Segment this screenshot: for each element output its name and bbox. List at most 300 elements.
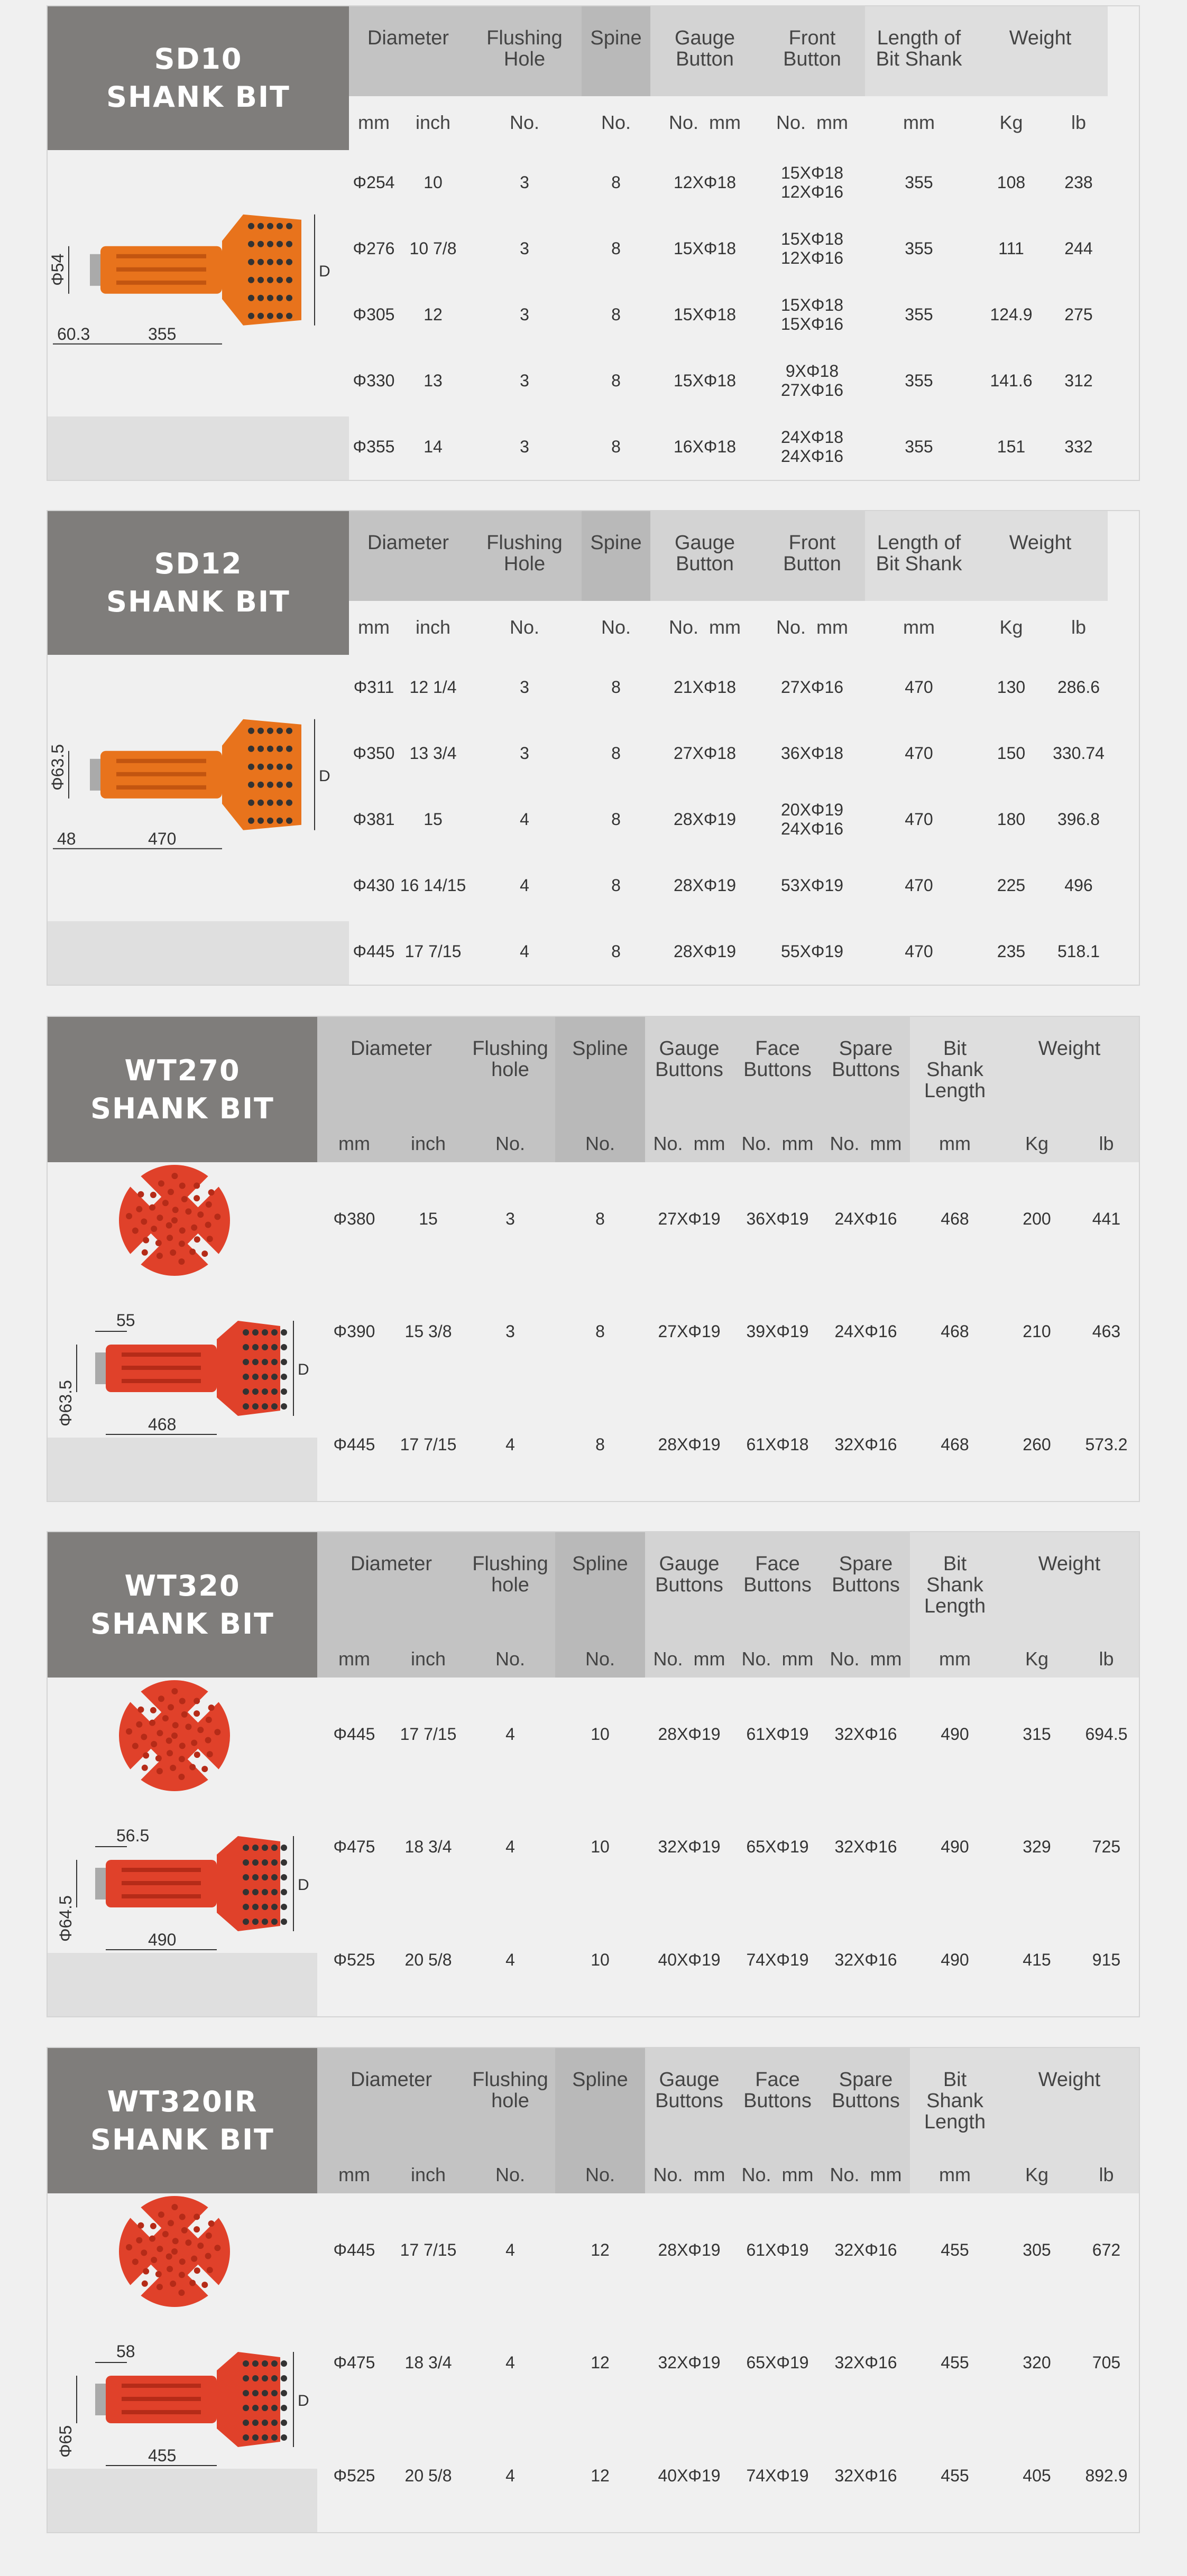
carbide-button bbox=[243, 1359, 249, 1365]
table-row bbox=[349, 853, 1139, 919]
table-cell bbox=[1050, 281, 1108, 347]
cell-value: 694.5 bbox=[1085, 1724, 1128, 1744]
carbide-button bbox=[286, 746, 292, 752]
table-cell bbox=[391, 1162, 465, 1275]
column-header-text: Bit Shank Length bbox=[924, 2069, 986, 2133]
left-footer-band bbox=[48, 1953, 317, 2016]
table-cell bbox=[910, 1388, 1000, 1501]
carbide-button bbox=[136, 2237, 142, 2244]
cell-value: 17 7/15 bbox=[404, 942, 462, 961]
cell-value: 32XΦ16 bbox=[834, 2240, 897, 2259]
section-sd12 bbox=[47, 510, 1140, 986]
carbide-button bbox=[208, 2220, 215, 2227]
column-header-text: Diameter bbox=[367, 532, 449, 554]
carbide-button bbox=[277, 746, 283, 752]
carbide-button bbox=[137, 1191, 144, 1198]
spline-groove bbox=[122, 1379, 201, 1383]
product-image-area bbox=[48, 655, 349, 921]
carbide-button bbox=[267, 223, 273, 229]
table-cell bbox=[1050, 654, 1108, 720]
column-header-label bbox=[650, 532, 759, 574]
carbide-button bbox=[257, 800, 264, 806]
dimension-diameter-label: Φ64.5 bbox=[56, 1895, 75, 1942]
cell-value: 150 bbox=[997, 743, 1026, 763]
carbide-button bbox=[262, 2390, 268, 2396]
column-header-text: Diameter bbox=[350, 2069, 433, 2091]
carbide-button bbox=[262, 1904, 268, 1910]
cell-value: 9XΦ18 bbox=[785, 362, 839, 381]
carbide-button bbox=[262, 1889, 268, 1895]
cell-value: Φ430 bbox=[353, 876, 395, 895]
carbide-button bbox=[271, 1919, 278, 1925]
carbide-button bbox=[157, 1253, 163, 1259]
table-cell bbox=[822, 1275, 910, 1388]
cell-value: 28XΦ19 bbox=[673, 809, 737, 829]
column-subheader bbox=[733, 1125, 822, 1162]
cell-value: 470 bbox=[905, 809, 933, 829]
carbide-button bbox=[257, 259, 264, 265]
carbide-button bbox=[243, 1374, 249, 1380]
dimension-tip-label: 58 bbox=[116, 2342, 135, 2361]
spline-groove bbox=[116, 785, 206, 790]
table-cell bbox=[865, 720, 973, 786]
table-cell bbox=[1000, 1791, 1074, 1904]
cell-value: 3 bbox=[520, 371, 529, 391]
dimension-d-label: D bbox=[298, 1361, 309, 1378]
carbide-button bbox=[126, 1213, 132, 1219]
cell-value: 4 bbox=[505, 1837, 515, 1857]
column-subheader bbox=[1074, 2156, 1139, 2193]
column-subheader-text: No. mm bbox=[741, 2164, 814, 2185]
table-cell bbox=[1050, 414, 1108, 480]
table-cell bbox=[910, 1162, 1000, 1275]
bit-drawing bbox=[48, 1678, 317, 1953]
carbide-button bbox=[243, 2375, 249, 2382]
dimension-shank-label: 455 bbox=[148, 2446, 177, 2465]
table-cell bbox=[391, 1678, 465, 1791]
spline-groove bbox=[116, 254, 206, 258]
cell-value: 496 bbox=[1064, 876, 1093, 895]
table-cell bbox=[733, 1791, 822, 1904]
column-header-text: Gauge Buttons bbox=[655, 1553, 723, 1596]
carbide-button bbox=[141, 2249, 147, 2256]
table-row bbox=[349, 720, 1139, 786]
table-cell bbox=[973, 654, 1050, 720]
column-header-label bbox=[565, 2069, 636, 2090]
cell-value: Φ390 bbox=[333, 1322, 375, 1341]
column-header-label bbox=[360, 532, 456, 553]
carbide-button bbox=[194, 2213, 200, 2220]
cell-value: 10 bbox=[591, 1724, 610, 1744]
cell-value: 8 bbox=[595, 1322, 605, 1341]
column-subheader-text: lb bbox=[1099, 1133, 1114, 1154]
carbide-button bbox=[197, 2243, 204, 2249]
table-cell bbox=[865, 149, 973, 215]
column-subheader bbox=[733, 1641, 822, 1678]
table-cell bbox=[973, 215, 1050, 281]
column-subheader-text: mm bbox=[939, 1133, 971, 1154]
cell-value: Φ525 bbox=[333, 2466, 375, 2486]
carbide-button bbox=[281, 2390, 287, 2396]
section-left-panel bbox=[48, 1017, 317, 1501]
spec-table bbox=[317, 2048, 1139, 2532]
table-cell bbox=[399, 281, 467, 347]
carbide-button bbox=[248, 277, 254, 283]
column-header bbox=[973, 6, 1108, 96]
cell-value: 15XΦ18 bbox=[673, 238, 737, 258]
column-header-label bbox=[822, 1038, 910, 1080]
cell-value: 355 bbox=[905, 371, 933, 391]
column-subheader-text: No. mm bbox=[653, 1133, 725, 1154]
bit-head bbox=[222, 719, 301, 830]
table-row bbox=[349, 654, 1139, 720]
bit-head bbox=[217, 2352, 280, 2447]
cell-value: Φ475 bbox=[333, 1837, 375, 1857]
carbide-button bbox=[267, 764, 273, 770]
carbide-button bbox=[194, 1752, 200, 1758]
cell-value: 10 7/8 bbox=[409, 238, 457, 258]
column-header-label bbox=[1002, 27, 1079, 49]
table-row bbox=[317, 2419, 1139, 2532]
carbide-button bbox=[281, 1889, 287, 1895]
table-cell bbox=[391, 2419, 465, 2532]
carbide-button bbox=[137, 1707, 144, 1713]
carbide-button bbox=[257, 728, 264, 734]
column-subheader-text: Kg bbox=[1025, 1133, 1049, 1154]
carbide-button bbox=[248, 764, 254, 770]
carbide-button bbox=[252, 1845, 259, 1851]
table-cell bbox=[317, 1388, 391, 1501]
carbide-button bbox=[252, 2434, 259, 2441]
cell-value: 8 bbox=[611, 677, 621, 697]
table-cell bbox=[1050, 720, 1108, 786]
cell-value: 74XΦ19 bbox=[746, 2466, 809, 2486]
table-cell bbox=[759, 720, 865, 786]
cell-value: 32XΦ19 bbox=[658, 2353, 721, 2373]
column-header-label bbox=[583, 27, 649, 49]
cell-value: 305 bbox=[1023, 2240, 1051, 2259]
bit-head bbox=[217, 1836, 280, 1931]
carbide-button bbox=[267, 728, 273, 734]
carbide-button bbox=[206, 1201, 212, 1208]
column-subheader bbox=[822, 1641, 910, 1678]
cell-value: 312 bbox=[1064, 371, 1093, 391]
column-subheader bbox=[391, 1125, 465, 1162]
carbide-button bbox=[248, 782, 254, 788]
cell-value: Φ445 bbox=[353, 942, 395, 961]
column-subheader-text: inch bbox=[410, 2164, 446, 2185]
carbide-button bbox=[262, 2360, 268, 2367]
table-cell bbox=[910, 2419, 1000, 2532]
table-cell bbox=[650, 720, 759, 786]
table-cell bbox=[650, 215, 759, 281]
carbide-button bbox=[205, 1222, 211, 1228]
table-cell bbox=[582, 149, 650, 215]
carbide-button bbox=[277, 800, 283, 806]
table-cell bbox=[555, 1162, 645, 1275]
cell-value: 455 bbox=[941, 2466, 969, 2486]
spline-groove bbox=[122, 1894, 201, 1898]
table-cell bbox=[391, 1275, 465, 1388]
column-subheader-text: No. mm bbox=[830, 2164, 902, 2185]
column-header bbox=[467, 511, 582, 601]
carbide-button bbox=[243, 1859, 249, 1866]
cell-value: 28XΦ19 bbox=[658, 2240, 721, 2259]
column-header-label bbox=[465, 2069, 556, 2111]
table-row bbox=[317, 1162, 1139, 1275]
carbide-button bbox=[201, 1766, 208, 1772]
carbide-button bbox=[271, 1904, 278, 1910]
carbide-button bbox=[179, 1698, 186, 1704]
carbide-button bbox=[170, 2281, 176, 2287]
cell-value: 455 bbox=[941, 2240, 969, 2259]
cell-value: Φ381 bbox=[353, 809, 395, 829]
cell-value: 330.74 bbox=[1053, 743, 1105, 763]
product-type: SHANK BIT bbox=[106, 80, 290, 114]
dimension-diameter-label: Φ54 bbox=[48, 253, 67, 286]
carbide-button bbox=[286, 800, 292, 806]
carbide-button bbox=[267, 746, 273, 752]
column-header bbox=[582, 6, 650, 96]
cell-value: 141.6 bbox=[990, 371, 1033, 391]
table-row bbox=[349, 149, 1139, 215]
column-header-label bbox=[565, 1038, 636, 1059]
table-cell bbox=[910, 1791, 1000, 1904]
table-cell bbox=[1050, 215, 1108, 281]
carbide-button bbox=[262, 1919, 268, 1925]
table-cell bbox=[582, 348, 650, 414]
carbide-button bbox=[281, 2375, 287, 2382]
column-header-label bbox=[467, 532, 582, 574]
carbide-button bbox=[271, 1388, 278, 1395]
table-cell bbox=[1050, 853, 1108, 919]
carbide-button bbox=[179, 1756, 185, 1762]
cell-value: 28XΦ19 bbox=[658, 1724, 721, 1744]
table-cell bbox=[865, 919, 973, 985]
carbide-button bbox=[271, 1859, 278, 1866]
table-cell bbox=[555, 1903, 645, 2016]
carbide-button bbox=[126, 2244, 132, 2250]
cell-value: 124.9 bbox=[990, 304, 1033, 324]
cell-value: 329 bbox=[1023, 1837, 1051, 1857]
column-header-text: Spine bbox=[590, 532, 642, 554]
column-subheader bbox=[910, 1641, 1000, 1678]
model-name: SD10 bbox=[154, 42, 243, 76]
cell-value: 468 bbox=[941, 1209, 969, 1228]
column-header-label bbox=[733, 1038, 822, 1080]
cell-value: 32XΦ16 bbox=[834, 1435, 897, 1454]
table-cell bbox=[822, 2193, 910, 2306]
cell-value: 28XΦ19 bbox=[658, 1435, 721, 1454]
spline-groove bbox=[116, 267, 206, 272]
cell-value: 12 bbox=[591, 2240, 610, 2259]
dimension-tip-label: 60.3 bbox=[57, 324, 90, 344]
carbide-button bbox=[158, 1695, 164, 1702]
table-cell bbox=[465, 1162, 555, 1275]
column-header-label bbox=[1031, 1553, 1108, 1574]
table-cell bbox=[317, 2193, 391, 2306]
carbide-button bbox=[281, 1403, 287, 1410]
carbide-button bbox=[214, 1213, 220, 1220]
table-cell bbox=[465, 1678, 555, 1791]
cell-value: 13 bbox=[424, 371, 443, 391]
column-subheader-text: No. mm bbox=[776, 616, 848, 638]
column-header bbox=[650, 511, 759, 601]
carbide-button bbox=[277, 277, 283, 283]
carbide-button bbox=[150, 1707, 157, 1713]
carbide-button bbox=[158, 1180, 164, 1187]
column-header-text: Spline bbox=[572, 1553, 628, 1575]
column-subheader bbox=[399, 96, 467, 149]
table-cell bbox=[467, 414, 582, 480]
table-cell bbox=[1074, 1162, 1139, 1275]
column-subheader bbox=[650, 601, 759, 654]
column-subheader bbox=[822, 1125, 910, 1162]
cell-value: 61XΦ19 bbox=[746, 1724, 809, 1744]
cell-value: 8 bbox=[611, 942, 621, 961]
table-cell bbox=[349, 215, 399, 281]
column-subheader-text: lb bbox=[1099, 2164, 1114, 2185]
table-cell bbox=[645, 1388, 733, 1501]
carbide-button bbox=[248, 259, 254, 265]
column-header-text: Diameter bbox=[350, 1553, 433, 1575]
product-type: SHANK BIT bbox=[90, 1607, 274, 1641]
table-cell bbox=[733, 1162, 822, 1275]
table-cell bbox=[391, 1388, 465, 1501]
carbide-button bbox=[243, 2360, 249, 2367]
cell-value: 27XΦ19 bbox=[658, 1322, 721, 1341]
column-subheader-text: No. bbox=[585, 1648, 615, 1670]
carbide-button bbox=[132, 1743, 139, 1749]
table-cell bbox=[465, 1791, 555, 1904]
cell-value: 518.1 bbox=[1057, 942, 1100, 961]
table-cell bbox=[1050, 919, 1108, 985]
cell-value: 151 bbox=[997, 437, 1026, 457]
carbide-button bbox=[262, 1388, 268, 1395]
cell-value: 12 bbox=[591, 2466, 610, 2486]
dimension-diameter-label: Φ63.5 bbox=[48, 744, 67, 791]
carbide-button bbox=[171, 2204, 178, 2210]
cell-value: 108 bbox=[997, 172, 1026, 192]
table-cell bbox=[733, 1678, 822, 1791]
spline-groove bbox=[122, 2384, 201, 2388]
carbide-button bbox=[252, 1904, 259, 1910]
carbide-button bbox=[162, 1715, 169, 1721]
bit-drawing bbox=[48, 655, 349, 921]
table-row bbox=[317, 1903, 1139, 2016]
carbide-button bbox=[194, 1236, 200, 1243]
cell-value: 8 bbox=[611, 172, 621, 192]
table-cell bbox=[1050, 149, 1108, 215]
table-cell bbox=[399, 720, 467, 786]
column-subheader bbox=[759, 601, 865, 654]
table-cell bbox=[467, 786, 582, 852]
table-cell bbox=[645, 1275, 733, 1388]
spec-table bbox=[317, 1017, 1139, 1501]
column-header-label bbox=[1031, 1038, 1108, 1059]
column-subheader bbox=[650, 96, 759, 149]
carbide-button bbox=[281, 1359, 287, 1365]
column-subheader-text: mm bbox=[939, 1648, 971, 1670]
table-cell bbox=[1074, 2193, 1139, 2306]
table-cell bbox=[349, 149, 399, 215]
cell-value: 405 bbox=[1023, 2466, 1051, 2486]
cell-value: 725 bbox=[1092, 1837, 1121, 1857]
carbide-button bbox=[267, 241, 273, 247]
table-cell bbox=[465, 1388, 555, 1501]
table-row bbox=[349, 786, 1139, 852]
carbide-button bbox=[281, 1374, 287, 1380]
table-row bbox=[317, 1275, 1139, 1388]
cell-value: 111 bbox=[998, 238, 1024, 258]
carbide-button bbox=[286, 241, 292, 247]
column-subheader bbox=[645, 2156, 733, 2193]
column-header bbox=[759, 511, 865, 601]
spline-groove bbox=[122, 1366, 201, 1370]
dimension-diameter-label: Φ65 bbox=[56, 2425, 75, 2458]
table-cell bbox=[973, 786, 1050, 852]
carbide-button bbox=[252, 1329, 259, 1336]
column-header-label bbox=[865, 27, 973, 70]
carbide-button bbox=[286, 223, 292, 229]
cell-value: 18 3/4 bbox=[404, 2353, 452, 2373]
table-cell bbox=[465, 1275, 555, 1388]
table-cell bbox=[582, 281, 650, 347]
carbide-button bbox=[201, 1250, 208, 1257]
carbide-button bbox=[281, 1344, 287, 1350]
table-cell bbox=[865, 786, 973, 852]
carbide-button bbox=[168, 1704, 174, 1710]
cell-value: 36XΦ18 bbox=[780, 743, 844, 763]
table-cell bbox=[582, 853, 650, 919]
column-subheader-text: No. bbox=[509, 112, 540, 133]
dimension-d-label: D bbox=[298, 2392, 309, 2410]
cell-value: 53XΦ19 bbox=[780, 876, 844, 895]
column-subheader bbox=[645, 1641, 733, 1678]
carbide-button bbox=[257, 223, 264, 229]
cell-value: 3 bbox=[520, 172, 529, 192]
column-header-text: Flushing Hole bbox=[486, 27, 563, 70]
column-subheader-text: Kg bbox=[1025, 1648, 1049, 1670]
column-subheader-text: No. mm bbox=[776, 112, 848, 133]
table-cell bbox=[822, 2306, 910, 2420]
cell-value: 355 bbox=[905, 304, 933, 324]
cell-value: 32XΦ16 bbox=[834, 1837, 897, 1857]
section-wt320ir bbox=[47, 2047, 1140, 2533]
cell-value: 8 bbox=[611, 371, 621, 391]
table-cell bbox=[317, 1275, 391, 1388]
column-subheader bbox=[1050, 601, 1108, 654]
carbide-button bbox=[267, 259, 273, 265]
table-row bbox=[317, 1678, 1139, 1791]
carbide-button bbox=[252, 1859, 259, 1866]
model-name: WT320IR bbox=[107, 2084, 258, 2118]
spline-groove bbox=[116, 281, 206, 285]
cell-value: Φ445 bbox=[333, 1724, 375, 1744]
cell-value: 13 3/4 bbox=[409, 743, 457, 763]
table-cell bbox=[733, 1275, 822, 1388]
table-cell bbox=[391, 1903, 465, 2016]
table-cell bbox=[733, 1388, 822, 1501]
table-cell bbox=[465, 2306, 555, 2420]
carbide-button bbox=[271, 1874, 278, 1880]
column-subheader bbox=[317, 1125, 391, 1162]
table-cell bbox=[349, 919, 399, 985]
column-subheader-text: No. bbox=[495, 1648, 526, 1670]
carbide-button bbox=[262, 2434, 268, 2441]
cell-value: 40XΦ19 bbox=[658, 1950, 721, 1970]
carbide-button bbox=[172, 1722, 179, 1728]
